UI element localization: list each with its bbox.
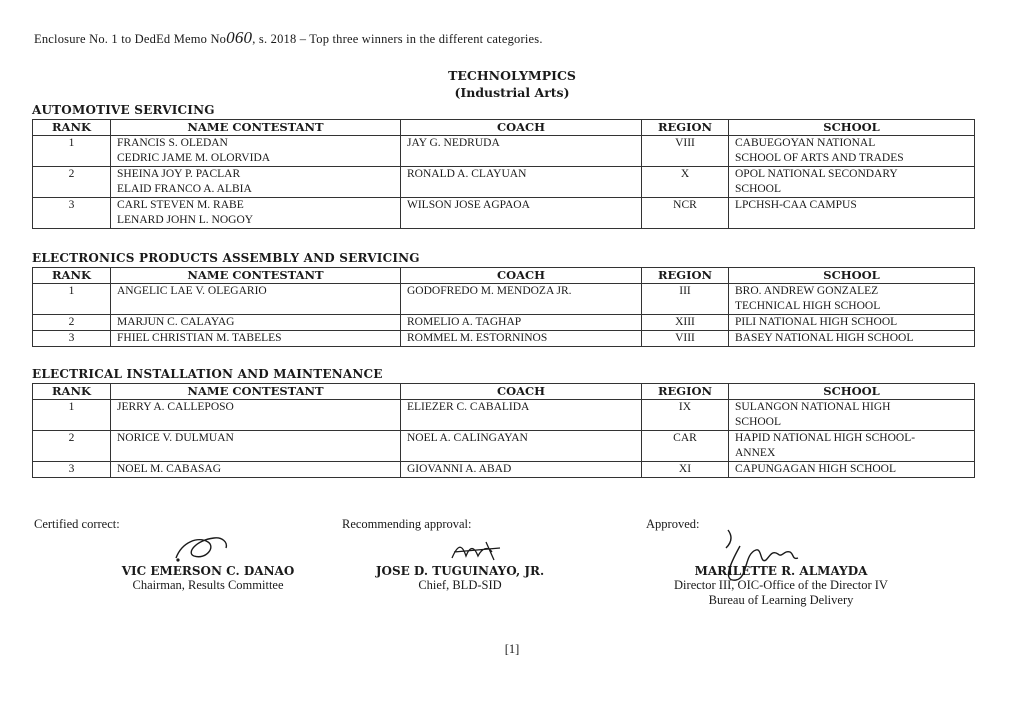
school-cell <box>729 331 975 347</box>
name-cell <box>111 331 401 347</box>
name-cell <box>111 284 401 315</box>
contestant-name: NORICE V. DULMUAN <box>117 432 234 444</box>
name-cell <box>111 431 401 462</box>
school-line: SCHOOL OF ARTS AND TRADES <box>735 152 904 164</box>
contestant-name: ELAID FRANCO A. ALBIA <box>117 183 252 195</box>
contestant-name: FHIEL CHRISTIAN M. TABELES <box>117 332 282 344</box>
school-cell <box>729 315 975 331</box>
signature-danao <box>168 532 238 566</box>
signatory-name: VIC EMERSON C. DANAO <box>121 564 295 578</box>
col-rank: RANK <box>33 120 111 136</box>
school-cell <box>729 400 975 431</box>
contestant-name: ANGELIC LAE V. OLEGARIO <box>117 285 267 297</box>
contestant-name: NOEL M. CABASAG <box>117 463 222 475</box>
school-line: OPOL NATIONAL SECONDARY <box>735 168 898 180</box>
header-suffix: , s. 2018 – Top three winners in the different categories. <box>252 32 543 46</box>
school-line: CABUEGOYAN NATIONAL <box>735 137 876 149</box>
page-number: [1] <box>504 642 520 656</box>
name-cell <box>111 462 401 478</box>
coach-cell: NOEL A. CALINGAYAN <box>401 431 642 462</box>
table-header-row <box>33 384 975 400</box>
signatory-name: MARILETTE R. ALMAYDA <box>694 564 868 578</box>
school-line: BRO. ANDREW GONZALEZ <box>735 285 879 297</box>
school-cell <box>729 284 975 315</box>
contestant-name: JERRY A. CALLEPOSO <box>117 401 234 413</box>
rank-cell: 3 <box>33 462 111 478</box>
region-cell: XIII <box>642 315 729 331</box>
region-cell: IX <box>642 400 729 431</box>
category-title: AUTOMOTIVE SERVICING <box>32 103 215 117</box>
contestant-name: FRANCIS S. OLEDAN <box>117 137 228 149</box>
col-school: SCHOOL <box>729 268 975 284</box>
signatory-position: Chief, BLD-SID <box>418 578 502 592</box>
school-cell <box>729 431 975 462</box>
school-cell <box>729 462 975 478</box>
approved-signatory <box>616 564 946 608</box>
rank-cell: 1 <box>33 284 111 315</box>
school-cell <box>729 167 975 198</box>
region-cell: VIII <box>642 331 729 347</box>
contestant-name: MARJUN C. CALAYAG <box>117 316 235 328</box>
memo-number: 060 <box>226 28 253 47</box>
recommending-signatory <box>350 564 570 593</box>
col-coach: COACH <box>401 268 642 284</box>
results-table-electronics <box>32 267 975 347</box>
school-line: CAPUNGAGAN HIGH SCHOOL <box>735 463 897 475</box>
school-line: BASEY NATIONAL HIGH SCHOOL <box>735 332 914 344</box>
table-row <box>33 431 975 462</box>
col-region: REGION <box>642 268 729 284</box>
rank-cell: 2 <box>33 167 111 198</box>
event-title: TECHNOLYMPICS <box>448 68 576 83</box>
table-row <box>33 284 975 315</box>
enclosure-header <box>34 28 543 48</box>
coach-cell: RONALD A. CLAYUAN <box>401 167 642 198</box>
signature-tuguinayo <box>448 538 504 564</box>
col-school: SCHOOL <box>729 120 975 136</box>
col-region: REGION <box>642 120 729 136</box>
school-line: PILI NATIONAL HIGH SCHOOL <box>735 316 898 328</box>
col-coach: COACH <box>401 384 642 400</box>
table-row <box>33 167 975 198</box>
school-line: HAPID NATIONAL HIGH SCHOOL- <box>735 432 916 444</box>
col-name: NAME CONTESTANT <box>111 268 401 284</box>
header-prefix: Enclosure No. 1 to DedEd Memo No <box>34 32 227 46</box>
results-table-automotive <box>32 119 975 229</box>
school-cell <box>729 136 975 167</box>
col-school: SCHOOL <box>729 384 975 400</box>
name-cell <box>111 167 401 198</box>
region-cell: XI <box>642 462 729 478</box>
col-name: NAME CONTESTANT <box>111 120 401 136</box>
region-cell: III <box>642 284 729 315</box>
signatory-name: JOSE D. TUGUINAYO, JR. <box>375 564 545 578</box>
signatory-position: Director III, OIC-Office of the Director IV <box>674 578 888 592</box>
region-cell: NCR <box>642 198 729 229</box>
rank-cell: 2 <box>33 315 111 331</box>
table-header-row <box>33 120 975 136</box>
region-cell: CAR <box>642 431 729 462</box>
coach-cell: JAY G. NEDRUDA <box>401 136 642 167</box>
region-cell: X <box>642 167 729 198</box>
certified-signatory <box>98 564 318 593</box>
col-region: REGION <box>642 384 729 400</box>
name-cell <box>111 315 401 331</box>
signatory-position: Chairman, Results Committee <box>132 578 284 592</box>
rank-cell: 1 <box>33 136 111 167</box>
school-line: SCHOOL <box>735 416 782 428</box>
school-line: SULANGON NATIONAL HIGH <box>735 401 891 413</box>
coach-cell: ROMELIO A. TAGHAP <box>401 315 642 331</box>
col-rank: RANK <box>33 384 111 400</box>
school-line: SCHOOL <box>735 183 782 195</box>
col-rank: RANK <box>33 268 111 284</box>
category-title: ELECTRICAL INSTALLATION AND MAINTENANCE <box>32 367 383 381</box>
col-name: NAME CONTESTANT <box>111 384 401 400</box>
table-row <box>33 400 975 431</box>
certified-label: Certified correct: <box>34 517 120 531</box>
coach-cell: GIOVANNI A. ABAD <box>401 462 642 478</box>
rank-cell: 2 <box>33 431 111 462</box>
coach-cell: GODOFREDO M. MENDOZA JR. <box>401 284 642 315</box>
coach-cell: ELIEZER C. CABALIDA <box>401 400 642 431</box>
contestant-name: SHEINA JOY P. PACLAR <box>117 168 241 180</box>
rank-cell: 3 <box>33 331 111 347</box>
school-line: ANNEX <box>735 447 776 459</box>
rank-cell: 3 <box>33 198 111 229</box>
results-table-electrical <box>32 383 975 478</box>
col-coach: COACH <box>401 120 642 136</box>
school-cell <box>729 198 975 229</box>
coach-cell: ROMMEL M. ESTORNINOS <box>401 331 642 347</box>
event-subtitle: (Industrial Arts) <box>454 85 570 100</box>
table-row <box>33 331 975 347</box>
category-title: ELECTRONICS PRODUCTS ASSEMBLY AND SERVICING <box>32 251 420 265</box>
coach-cell: WILSON JOSE AGPAOA <box>401 198 642 229</box>
signatory-office: Bureau of Learning Delivery <box>708 593 854 607</box>
school-line: LPCHSH-CAA CAMPUS <box>735 199 857 211</box>
name-cell <box>111 400 401 431</box>
recommending-label: Recommending approval: <box>342 517 472 531</box>
table-row <box>33 462 975 478</box>
table-header-row <box>33 268 975 284</box>
name-cell <box>111 136 401 167</box>
rank-cell: 1 <box>33 400 111 431</box>
approved-label: Approved: <box>646 517 700 531</box>
contestant-name: LENARD JOHN L. NOGOY <box>117 214 254 226</box>
table-row <box>33 198 975 229</box>
table-row <box>33 136 975 167</box>
name-cell <box>111 198 401 229</box>
contestant-name: CARL STEVEN M. RABE <box>117 199 244 211</box>
school-line: TECHNICAL HIGH SCHOOL <box>735 300 881 312</box>
table-row <box>33 315 975 331</box>
contestant-name: CEDRIC JAME M. OLORVIDA <box>117 152 271 164</box>
region-cell: VIII <box>642 136 729 167</box>
